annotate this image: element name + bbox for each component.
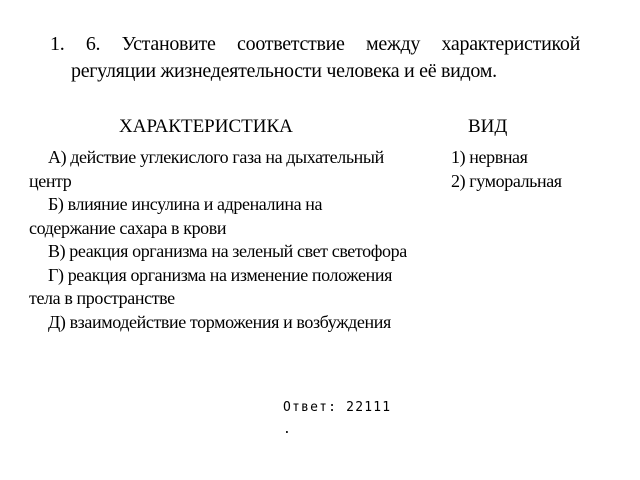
question-text <box>50 31 580 85</box>
characteristic-v: В) реакция организма на зеленый свет светофора <box>48 241 407 261</box>
kind-nervous: 1) нервная <box>451 147 528 167</box>
kind-column-header: ВИД <box>468 116 508 137</box>
answer-block <box>283 397 391 441</box>
characteristic-d: Д) взаимодействие торможения и возбуждения <box>48 311 391 332</box>
question-line-2: регуляции жизнедеятельности человека и её видом. <box>71 60 497 82</box>
characteristic-column-header: ХАРАКТЕРИСТИКА <box>119 116 293 137</box>
answer-text: Ответ: 22111 <box>283 400 392 415</box>
characteristic-b: Б) влияние инсулина и адреналина на содержание сахара в крови <box>29 194 323 238</box>
characteristics-list <box>29 146 409 334</box>
characteristic-a: А) действие углекислого газа на дыхательный центр <box>29 147 384 191</box>
characteristic-g: Г) реакция организма на изменение положения тела в пространстве <box>29 264 392 308</box>
kind-humoral: 2) гуморальная <box>451 170 562 191</box>
kinds-list <box>432 146 592 193</box>
question-line-1: 1. 6. Установите соответствие между характеристикой <box>50 33 580 55</box>
answer-dot: . <box>283 422 293 437</box>
